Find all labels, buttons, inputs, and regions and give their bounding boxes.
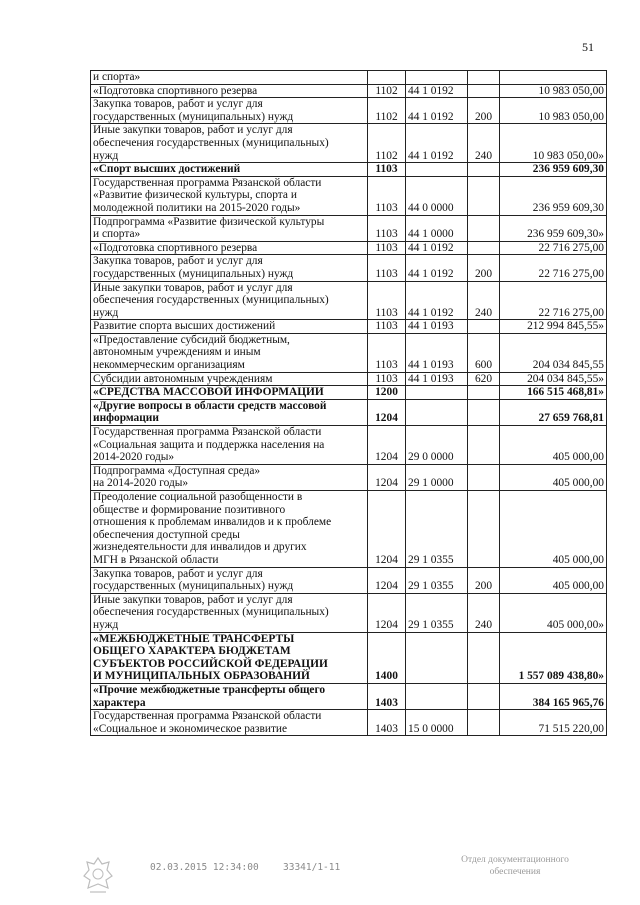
- expense-type-cell: 200: [468, 98, 500, 124]
- target-article-cell: [406, 386, 468, 400]
- amount-cell: 204 034 845,55: [500, 333, 607, 372]
- budget-table-body: [91, 71, 607, 736]
- target-article-cell: [406, 399, 468, 425]
- row-name-cell: Государственная программа Рязанской области «Социальное и экономическое развитие: [91, 710, 368, 736]
- target-article-cell: 44 1 0192: [406, 281, 468, 320]
- expense-type-cell: [468, 241, 500, 255]
- amount-cell: [500, 71, 607, 85]
- table-row: [91, 464, 607, 490]
- section-code-cell: 1400: [368, 632, 406, 683]
- expense-type-cell: [468, 491, 500, 568]
- target-article-cell: 44 0 0000: [406, 176, 468, 215]
- expense-type-cell: 200: [468, 567, 500, 593]
- row-name-cell: «Другие вопросы в области средств массовой информации: [91, 399, 368, 425]
- table-row: [91, 426, 607, 465]
- amount-cell: 384 165 965,76: [500, 683, 607, 709]
- expense-type-cell: [468, 71, 500, 85]
- section-code-cell: 1103: [368, 241, 406, 255]
- footer: [0, 848, 640, 905]
- section-code-cell: 1103: [368, 281, 406, 320]
- table-row: [91, 71, 607, 85]
- expense-type-cell: 600: [468, 333, 500, 372]
- table-row: [91, 683, 607, 709]
- expense-type-cell: [468, 320, 500, 334]
- row-name-cell: «Предоставление субсидий бюджетным, автономным учреждениям и иным некоммерческим организациям: [91, 333, 368, 372]
- section-code-cell: 1403: [368, 683, 406, 709]
- expense-type-cell: [468, 176, 500, 215]
- section-code-cell: 1103: [368, 163, 406, 177]
- amount-cell: 405 000,00: [500, 567, 607, 593]
- section-code-cell: 1204: [368, 426, 406, 465]
- amount-cell: 405 000,00»: [500, 593, 607, 632]
- expense-type-cell: 240: [468, 593, 500, 632]
- row-name-cell: Субсидии автономным учреждениям: [91, 372, 368, 386]
- amount-cell: 22 716 275,00: [500, 255, 607, 281]
- table-row: [91, 333, 607, 372]
- row-name-cell: Развитие спорта высших достижений: [91, 320, 368, 334]
- target-article-cell: 29 1 0000: [406, 464, 468, 490]
- amount-cell: 1 557 089 438,80»: [500, 632, 607, 683]
- expense-type-cell: [468, 163, 500, 177]
- expense-type-cell: [468, 426, 500, 465]
- row-name-cell: Закупка товаров, работ и услуг для государственных (муниципальных) нужд: [91, 98, 368, 124]
- row-name-cell: «Подготовка спортивного резерва: [91, 241, 368, 255]
- amount-cell: 236 959 609,30: [500, 163, 607, 177]
- row-name-cell: Подпрограмма «Развитие физической культуры и спорта»: [91, 215, 368, 241]
- department-stamp: [440, 854, 590, 878]
- target-article-cell: 15 0 0000: [406, 710, 468, 736]
- target-article-cell: 44 1 0193: [406, 372, 468, 386]
- table-row: [91, 567, 607, 593]
- section-code-cell: 1204: [368, 399, 406, 425]
- section-code-cell: 1204: [368, 567, 406, 593]
- target-article-cell: 29 1 0355: [406, 593, 468, 632]
- target-article-cell: 44 1 0193: [406, 333, 468, 372]
- table-row: [91, 399, 607, 425]
- target-article-cell: [406, 163, 468, 177]
- table-row: [91, 281, 607, 320]
- expense-type-cell: 620: [468, 372, 500, 386]
- amount-cell: 212 994 845,55»: [500, 320, 607, 334]
- expense-type-cell: [468, 464, 500, 490]
- row-name-cell: Государственная программа Рязанской области «Развитие физической культуры, спорта и молодежной политики на 2015-2020 годы»: [91, 176, 368, 215]
- section-code-cell: 1103: [368, 333, 406, 372]
- table-row: [91, 710, 607, 736]
- section-code-cell: 1204: [368, 593, 406, 632]
- row-name-cell: «Спорт высших достижений: [91, 163, 368, 177]
- target-article-cell: [406, 683, 468, 709]
- section-code-cell: 1103: [368, 176, 406, 215]
- table-row: [91, 372, 607, 386]
- section-code-cell: 1200: [368, 386, 406, 400]
- table-row: [91, 386, 607, 400]
- row-name-cell: «Прочие межбюджетные трансферты общего характера: [91, 683, 368, 709]
- budget-table: [90, 70, 607, 736]
- target-article-cell: 29 0 0000: [406, 426, 468, 465]
- target-article-cell: 44 1 0192: [406, 124, 468, 163]
- target-article-cell: 44 1 0192: [406, 98, 468, 124]
- section-code-cell: 1204: [368, 464, 406, 490]
- target-article-cell: 29 1 0355: [406, 567, 468, 593]
- target-article-cell: 44 1 0192: [406, 241, 468, 255]
- amount-cell: 405 000,00: [500, 491, 607, 568]
- expense-type-cell: 240: [468, 281, 500, 320]
- row-name-cell: Закупка товаров, работ и услуг для государственных (муниципальных) нужд: [91, 255, 368, 281]
- row-name-cell: Преодоление социальной разобщенности в обществе и формирование позитивного отношения к проблемам инвалидов и к проблеме обеспечения доступной среды жизнедеятельности для инвалидов и других МГН в Рязанской области: [91, 491, 368, 568]
- amount-cell: 10 983 050,00»: [500, 124, 607, 163]
- row-name-cell: Иные закупки товаров, работ и услуг для обеспечения государственных (муниципальных) нужд: [91, 281, 368, 320]
- expense-type-cell: 200: [468, 255, 500, 281]
- table-row: [91, 593, 607, 632]
- section-code-cell: 1103: [368, 320, 406, 334]
- row-name-cell: Подпрограмма «Доступная среда» на 2014-2020 годы»: [91, 464, 368, 490]
- page-number: 51: [582, 40, 594, 54]
- section-code-cell: 1204: [368, 491, 406, 568]
- expense-type-cell: [468, 386, 500, 400]
- table-row: [91, 176, 607, 215]
- row-name-cell: и спорта»: [91, 71, 368, 85]
- amount-cell: 405 000,00: [500, 426, 607, 465]
- amount-cell: 166 515 468,81»: [500, 386, 607, 400]
- amount-cell: 236 959 609,30: [500, 176, 607, 215]
- row-name-cell: «Подготовка спортивного резерва: [91, 84, 368, 98]
- amount-cell: 405 000,00: [500, 464, 607, 490]
- table-row: [91, 124, 607, 163]
- target-article-cell: 44 1 0192: [406, 84, 468, 98]
- target-article-cell: [406, 71, 468, 85]
- target-article-cell: 29 1 0355: [406, 491, 468, 568]
- expense-type-cell: [468, 215, 500, 241]
- target-article-cell: 44 1 0000: [406, 215, 468, 241]
- section-code-cell: [368, 71, 406, 85]
- row-name-cell: Закупка товаров, работ и услуг для государственных (муниципальных) нужд: [91, 567, 368, 593]
- stamp-line: обеспечения: [489, 867, 541, 877]
- row-name-cell: Иные закупки товаров, работ и услуг для обеспечения государственных (муниципальных) нужд: [91, 124, 368, 163]
- target-article-cell: 44 1 0193: [406, 320, 468, 334]
- expense-type-cell: [468, 84, 500, 98]
- amount-cell: 22 716 275,00: [500, 241, 607, 255]
- expense-type-cell: [468, 710, 500, 736]
- row-name-cell: Государственная программа Рязанской области «Социальная защита и поддержка населения на 2014-2020 годы»: [91, 426, 368, 465]
- row-name-cell: «СРЕДСТВА МАССОВОЙ ИНФОРМАЦИИ: [91, 386, 368, 400]
- section-code-cell: 1403: [368, 710, 406, 736]
- table-row: [91, 491, 607, 568]
- table-row: [91, 163, 607, 177]
- amount-cell: 27 659 768,81: [500, 399, 607, 425]
- table-row: [91, 320, 607, 334]
- amount-cell: 10 983 050,00: [500, 84, 607, 98]
- row-name-cell: «МЕЖБЮДЖЕТНЫЕ ТРАНСФЕРТЫ ОБЩЕГО ХАРАКТЕРА БЮДЖЕТАМ СУБЪЕКТОВ РОССИЙСКОЙ ФЕДЕРАЦИИ И МУНИЦИПАЛЬНЫХ ОБРАЗОВАНИЙ: [91, 632, 368, 683]
- section-code-cell: 1103: [368, 372, 406, 386]
- table-row: [91, 84, 607, 98]
- amount-cell: 71 515 220,00: [500, 710, 607, 736]
- section-code-cell: 1103: [368, 255, 406, 281]
- table-row: [91, 255, 607, 281]
- expense-type-cell: [468, 683, 500, 709]
- expense-type-cell: 240: [468, 124, 500, 163]
- table-row: [91, 241, 607, 255]
- amount-cell: 22 716 275,00: [500, 281, 607, 320]
- target-article-cell: [406, 632, 468, 683]
- footer-document-id: 33341/1-11: [283, 862, 341, 873]
- expense-type-cell: [468, 632, 500, 683]
- coat-of-arms-icon: [82, 856, 114, 894]
- target-article-cell: 44 1 0192: [406, 255, 468, 281]
- section-code-cell: 1103: [368, 215, 406, 241]
- table-row: [91, 215, 607, 241]
- table-row: [91, 98, 607, 124]
- table-row: [91, 632, 607, 683]
- expense-type-cell: [468, 399, 500, 425]
- amount-cell: 10 983 050,00: [500, 98, 607, 124]
- section-code-cell: 1102: [368, 84, 406, 98]
- amount-cell: 204 034 845,55»: [500, 372, 607, 386]
- section-code-cell: 1102: [368, 124, 406, 163]
- stamp-line: Отдел документационного: [461, 855, 569, 865]
- amount-cell: 236 959 609,30»: [500, 215, 607, 241]
- footer-timestamp: 02.03.2015 12:34:00: [150, 862, 259, 873]
- row-name-cell: Иные закупки товаров, работ и услуг для обеспечения государственных (муниципальных) нужд: [91, 593, 368, 632]
- section-code-cell: 1102: [368, 98, 406, 124]
